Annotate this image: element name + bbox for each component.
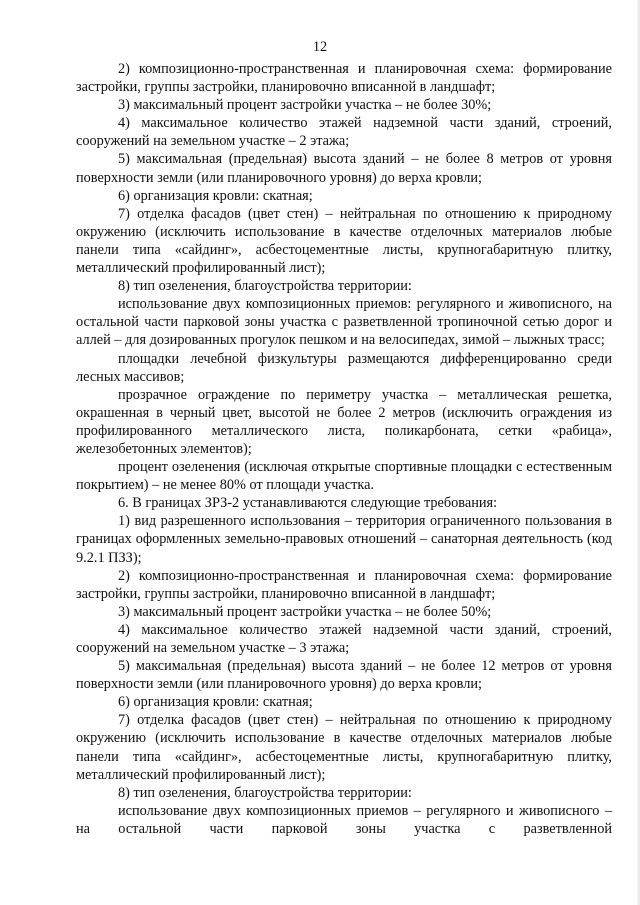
paragraph: 6) организация кровли: скатная; (118, 187, 313, 204)
paragraph: 2) композиционно-пространственная и планировочная схема: формирование застройки, группы застройки, планировочно вписанной в ландшафт; (76, 567, 612, 602)
paragraph: прозрачное ограждение по периметру участка – металлическая решетка, окрашенная в черный цвет, высотой не более 2 метров (исключить ограждения из профилированного металлического листа, поликарбоната, сетки «рабица», железобетонных элементов); (76, 386, 612, 457)
paragraph: 3) максимальный процент застройки участка – не более 30%; (118, 97, 492, 114)
document-body (76, 60, 612, 838)
paragraph: 8) тип озеленения, благоустройства территории: (118, 278, 412, 295)
paragraph: 2) композиционно-пространственная и планировочная схема: формирование застройки, группы застройки, планировочно вписанной в ландшафт; (76, 61, 612, 96)
paragraph: 5) максимальная (предельная) высота зданий – не более 12 метров от уровня поверхности земли (или планировочного уровня) до верха кровли; (76, 658, 612, 693)
paragraph: 1) вид разрешенного использования – территория ограниченного пользования в границах оформленных земельно-правовых отношений – санаторная деятельность (код 9.2.1 ПЗЗ); (76, 513, 612, 566)
paragraph: использование двух композиционных приемов – регулярного и живописного – на остальной части парковой зоны участка с разветвленной (76, 802, 612, 837)
paragraph: 4) максимальное количество этажей надземной части зданий, строений, сооружений на земельном участке – 3 этажа; (76, 621, 612, 656)
page-number: 12 (312, 39, 328, 55)
paragraph: 8) тип озеленения, благоустройства территории: (118, 784, 412, 801)
paragraph: 7) отделка фасадов (цвет стен) – нейтральная по отношению к природному окружению (исключить использование в качестве отделочных материалов любые панели типа «сайдинг», асбестоцементные листы, крупногабаритную плитку, металлический профилированный лист); (76, 205, 612, 277)
paragraph: 5) максимальная (предельная) высота зданий – не более 8 метров от уровня поверхности земли (или планировочного уровня) до верха кровли; (76, 151, 612, 186)
paragraph: 7) отделка фасадов (цвет стен) – нейтральная по отношению к природному окружению (исключить использование в качестве отделочных материалов любые панели типа «сайдинг», асбестоцементные листы, крупногабаритную плитку, металлический профилированный лист); (76, 712, 612, 783)
paragraph: площадки лечебной физкультуры размещаются дифференцированно среди лесных массивов; (76, 350, 612, 385)
paragraph: 4) максимальное количество этажей надземной части зданий, строений, сооружений на земельном участке – 2 этажа; (76, 115, 612, 150)
paragraph: процент озеленения (исключая открытые спортивные площадки с естественным покрытием) – не менее 80% от площади участка. (76, 459, 612, 494)
paragraph: 6) организация кровли: скатная; (118, 694, 313, 711)
paragraph: использование двух композиционных приемов: регулярного и живописного, на остальной части парковой зоны участка с разветвленной тропиночной сетью дорог и аллей – для дозированных прогулок пешком и на велосипедах, зимой – лыжных трасс; (76, 296, 612, 349)
paragraph: 3) максимальный процент застройки участка – не более 50%; (118, 603, 492, 620)
paragraph: 6. В границах ЗРЗ-2 устанавливаются следующие требования: (118, 495, 498, 512)
